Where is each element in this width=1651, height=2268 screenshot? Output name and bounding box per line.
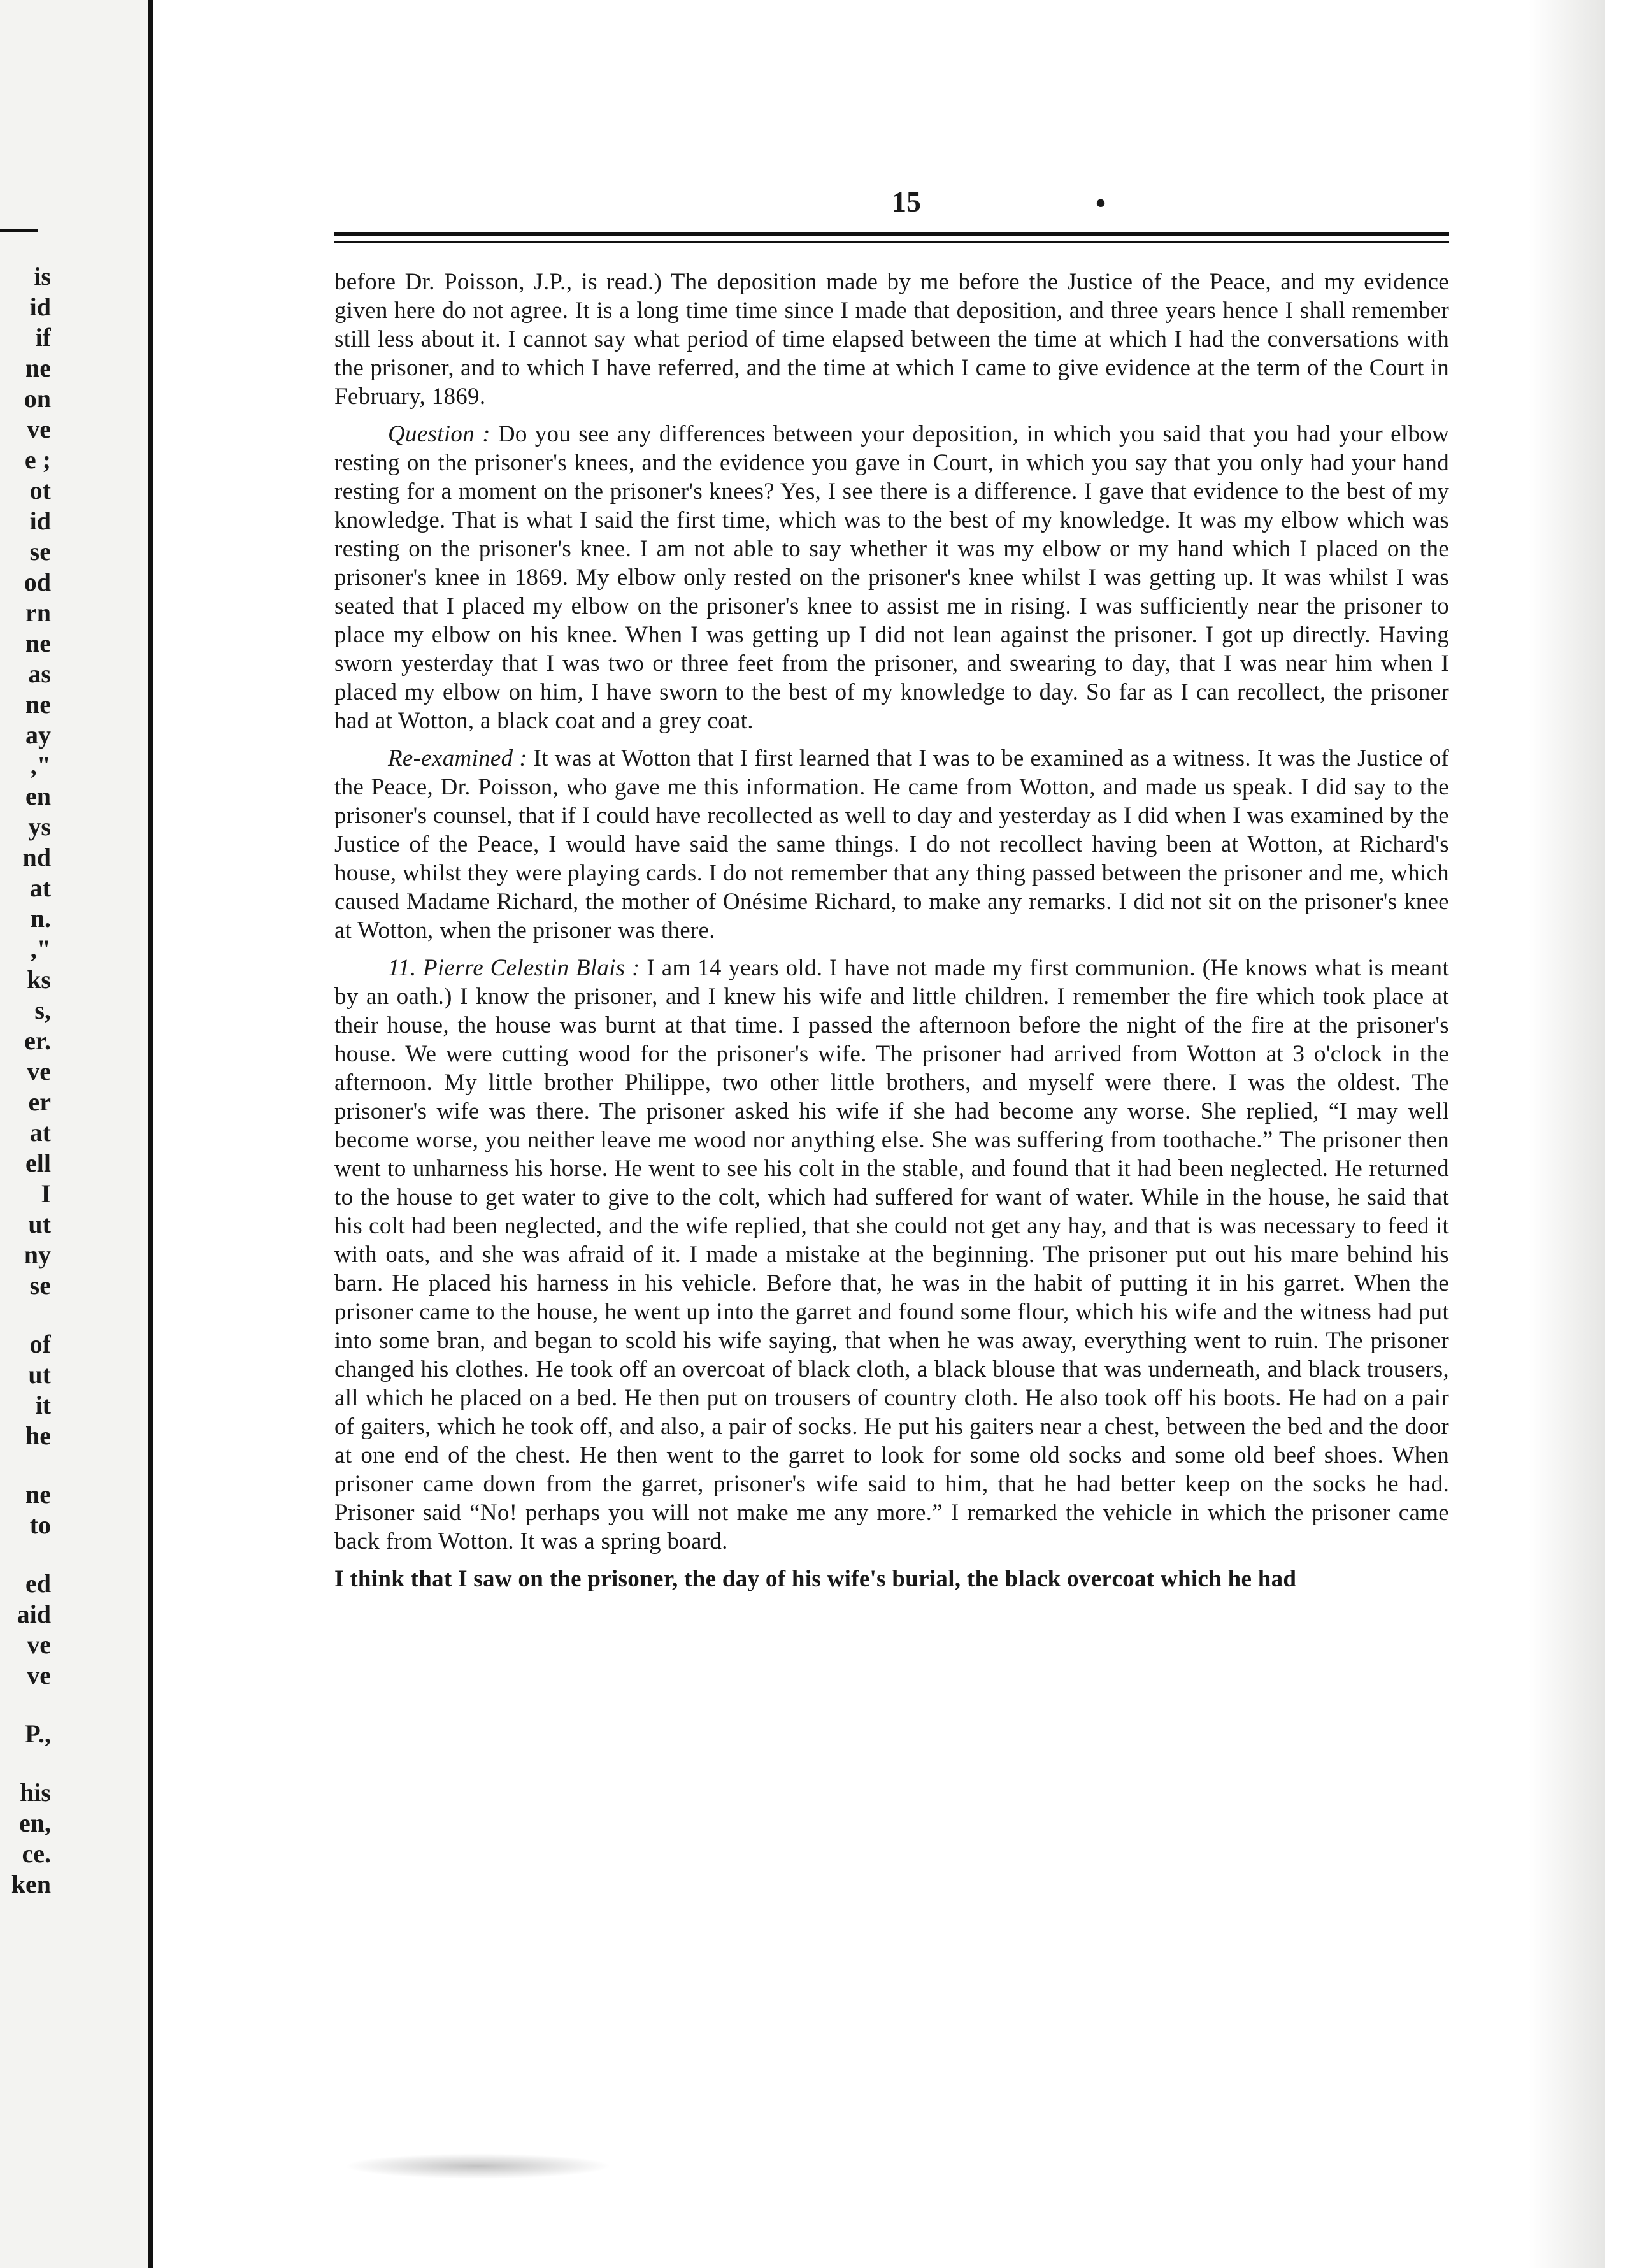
fragment-line: s, — [34, 996, 51, 1024]
left-page-fragment — [0, 0, 153, 2268]
fragment-line: ve — [27, 1630, 51, 1659]
fragment-line: se — [29, 1271, 51, 1300]
fragment-line: his — [20, 1778, 51, 1807]
fragment-line: en — [25, 782, 51, 810]
page-number: 15 — [892, 185, 921, 218]
fragment-line: ys — [28, 812, 51, 841]
book-gutter — [148, 0, 153, 2268]
paragraph — [334, 744, 1449, 945]
header-rule-thick — [334, 232, 1449, 236]
paragraph-lead: Question : — [388, 421, 490, 447]
fragment-line: ut — [28, 1210, 51, 1238]
fragment-line: of — [29, 1330, 51, 1358]
paragraph-text: I think that I saw on the prisoner, the day of his wife's burial, the black overcoat which he had — [334, 1566, 1297, 1592]
fragment-line: rn — [25, 598, 51, 627]
paragraph — [334, 954, 1449, 1556]
fragment-line: ell — [25, 1149, 51, 1177]
fragment-line: is — [34, 262, 51, 291]
paragraph-lead: Re-examined : — [388, 745, 527, 772]
header-rule-thin — [334, 241, 1449, 243]
paragraph-text: Do you see any differences between your deposition, in which you said that you had your elbow resting on the prisoner's knees, and the evidence you gave in Court, in which you say that you only had your hand resting for a moment on the prisoner's knees? Yes, I see there is a difference. I gave that evidence to the best of my knowledge. That is what I said the first time, which was to the best of my knowledge. It was my elbow which was resting on the prisoner's knee. I am not able to say whether it was my elbow or my hand which I placed on the prisoner's knee in 1869. My elbow only rested on the prisoner's knee whilst I was getting up. It was whilst I was seated that I placed my elbow on the prisoner's knee to assist me in rising. I was sufficiently near the prisoner to place my elbow on his knee. When I was getting up I did not lean against the prisoner. I got up directly. Having sworn yesterday that I was two or three feet from the prisoner, and swearing to day, that I was near him when I placed my elbow on him, I have sworn to the best of my knowledge to day. So far as I can recollect, the prisoner had at Wotton, a black coat and a grey coat. — [334, 421, 1449, 734]
fragment-line: ny — [24, 1240, 51, 1269]
fragment-line: I — [41, 1179, 51, 1208]
paragraph — [334, 1565, 1449, 1593]
fragment-line: od — [24, 568, 51, 596]
fragment-line: as — [28, 659, 51, 688]
fragment-line: it — [35, 1391, 51, 1419]
fragment-line: id — [29, 292, 51, 321]
fragment-line: ce. — [22, 1839, 51, 1868]
fragment-line: ," — [30, 751, 51, 780]
fragment-line: ne — [25, 690, 51, 719]
page-edge-shadow — [1529, 0, 1605, 2268]
fragment-line: id — [29, 506, 51, 535]
fragment-line: ne — [25, 1480, 51, 1509]
fragment-line: if — [35, 323, 51, 352]
fragment-line: en, — [19, 1809, 51, 1837]
fragment-line: er. — [24, 1026, 51, 1055]
fragment-line: ks — [27, 965, 51, 994]
fragment-line: ken — [11, 1870, 51, 1898]
fragment-line: on — [24, 384, 51, 413]
fragment-line: ve — [27, 1661, 51, 1690]
paragraph-text: It was at Wotton that I first learned that I was to be examined as a witness. It was the Justice of the Peace, Dr. Poisson, who gave me this information. He came from Wotton, and made us speak. I did say to the prisoner's counsel, that if I could have recollected as well to day and yesterday as I did when I was examined by the Justice of the Peace, I would have said the same things. I do not recollect having been at Wotton, at Richard's house, whilst they were playing cards. I do not remember that any thing passed between the prisoner and me, which caused Madame Richard, the mother of Onésime Richard, to make any remarks. I did not sit on the prisoner's knee at Wotton, when the prisoner was there. — [334, 745, 1449, 944]
fragment-line: at — [29, 1118, 51, 1147]
fragment-line: aid — [17, 1600, 51, 1628]
paragraph — [334, 420, 1449, 735]
paragraph-text: I am 14 years old. I have not made my first communion. (He knows what is meant by an oath.) I know the prisoner, and I knew his wife and little children. I remember the fire which took place at their house, the house was burnt at that time. I passed the afternoon before the night of the fire at the prisoner's house. We were cutting wood for the prisoner's wife. The prisoner had arrived from Wotton at 3 o'clock in the afternoon. My little brother Philippe, two other little brothers, and myself were there. I was the oldest. The prisoner's wife was there. The prisoner asked his wife if she had become any worse. She replied, “I may well become worse, you neither leave me wood nor anything else. She was suffering from toothache.” The prisoner then went to unharness his horse. He went to see his colt in the stable, and found that it had been neglected. He returned to the house to get water to give to the colt, which had suffered for want of water. While in the house, he said that his colt had been neglected, and the wife replied, that she could not get any hay, and that is was necessary to feed it with oats, and she was afraid of it. I made a mistake at the beginning. The prisoner put out his mare behind his barn. He placed his harness in his vehicle. Before that, he was in the habit of putting it in his garret. When the prisoner came to the house, he went up into the garret and found some flour, which his wife and the witness had put into some bran, and began to scold his wife saying, that when he was away, everything went to ruin. The prisoner changed his clothes. He took off an overcoat of black cloth, a black blouse that was underneath, and black trousers, all which he placed on a bed. He then put on trousers of country cloth. He also took off his boots. He had on a pair of gaiters, which he took off, and also, a pair of socks. He put his gaiters near a chest, between the bed and the door at one end of the chest. He then went to the garret to look for some old socks and some old beef shoes. When prisoner came down from the garret, prisoner's wife said to him, that he had better keep on the socks he had. Prisoner said “No! perhaps you will not make me any more.” I remarked the vehicle in which the prisoner came back from Wotton. It was a spring board. — [334, 955, 1449, 1554]
fragment-line: ve — [27, 1057, 51, 1086]
fragment-line: to — [29, 1511, 51, 1539]
fragment-line: ," — [30, 935, 51, 963]
fragment-line: P., — [25, 1719, 51, 1748]
fragment-line: ve — [27, 415, 51, 443]
paragraph — [334, 268, 1449, 411]
fragment-line: he — [25, 1421, 51, 1450]
fragment-line: ot — [29, 476, 51, 505]
body-text — [334, 268, 1449, 1602]
left-fragment-rule — [0, 229, 38, 232]
document-page — [178, 0, 1605, 2268]
fragment-line: ed — [25, 1569, 51, 1598]
paragraph-lead: 11. Pierre Celestin Blais : — [388, 955, 640, 981]
page-stain — [344, 2153, 611, 2179]
fragment-line: er — [28, 1087, 51, 1116]
printer-mark: • — [1096, 187, 1106, 219]
fragment-line: ne — [25, 629, 51, 657]
fragment-line: at — [29, 873, 51, 902]
fragment-line: se — [29, 537, 51, 566]
fragment-line: e ; — [24, 445, 51, 474]
fragment-line: nd — [22, 843, 51, 872]
fragment-line: ne — [25, 354, 51, 382]
left-fragment-text — [0, 261, 51, 1900]
fragment-line: n. — [30, 904, 51, 933]
fragment-line: ut — [28, 1360, 51, 1389]
fragment-line: ay — [25, 721, 51, 749]
paragraph-text: before Dr. Poisson, J.P., is read.) The deposition made by me before the Justice of the Peace, and my evidence given here do not agree. It is a long time time since I made that deposition, and three years hence I shall remember still less about it. I cannot say what period of time elapsed between the time at which I had the conversations with the prisoner, and to which I have referred, and the time at which I came to give evidence at the term of the Court in February, 1869. — [334, 269, 1449, 410]
